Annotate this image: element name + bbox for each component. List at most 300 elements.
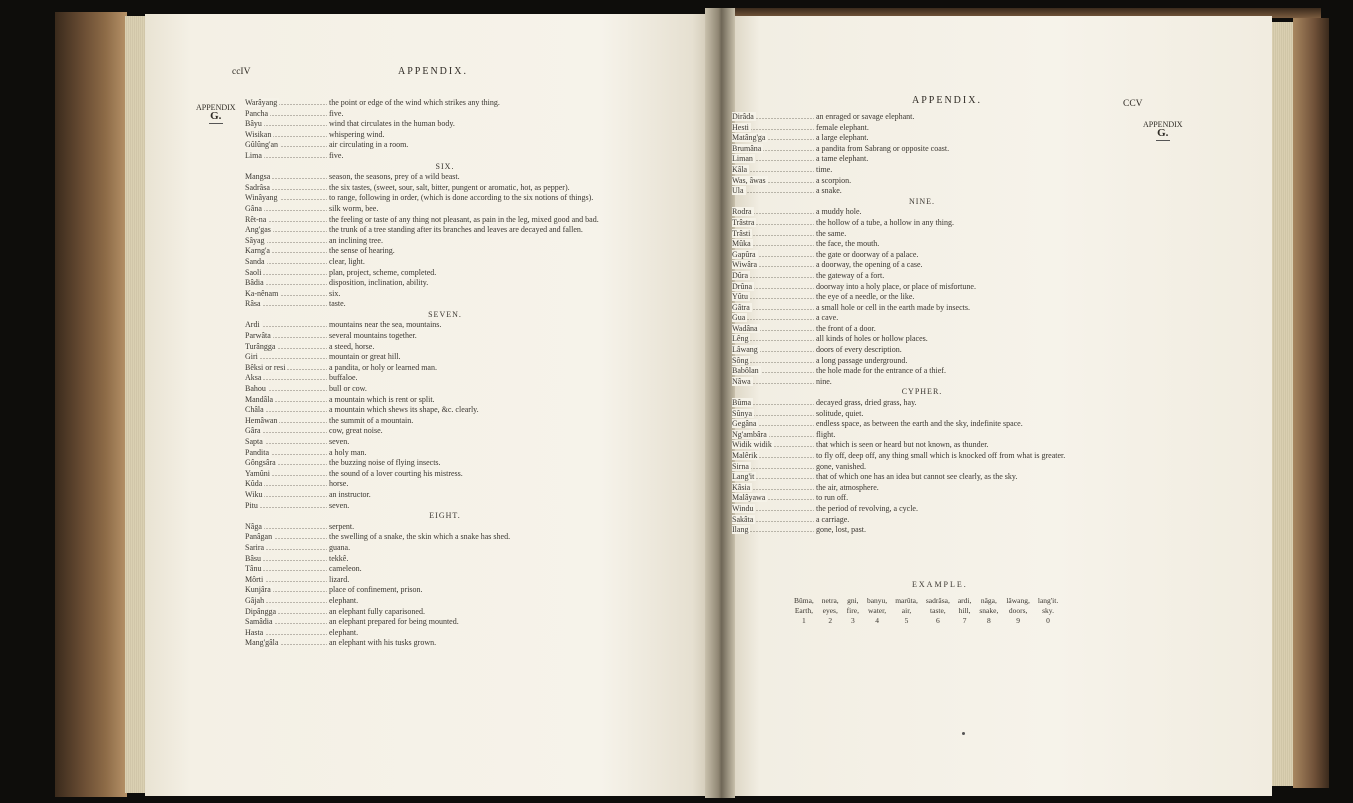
term-text: Gapûra	[732, 249, 756, 259]
glossary-definition: bull or cow.	[329, 384, 367, 394]
right-side-label	[1143, 120, 1183, 141]
glossary-term	[245, 320, 327, 331]
term-text: Warâyang	[245, 98, 278, 107]
glossary-term	[732, 239, 814, 250]
glossary-entry	[732, 186, 1112, 197]
example-title: EXAMPLE.	[912, 580, 968, 589]
glossary-entry	[732, 430, 1112, 441]
glossary-term	[732, 303, 814, 314]
term-text: Matâng'ga	[732, 133, 766, 143]
glossary-entry	[732, 229, 1112, 240]
term-text: Turângga	[245, 341, 276, 351]
glossary-term	[245, 299, 327, 310]
glossary-definition: the hole made for the entrance of a thief.	[816, 366, 946, 376]
glossary-entry	[245, 564, 645, 575]
glossary-term	[245, 395, 327, 406]
glossary-term	[245, 204, 327, 215]
glossary-entry	[732, 282, 1112, 293]
glossary-entry	[245, 289, 645, 300]
glossary-definition: the gate or doorway of a palace.	[816, 249, 919, 259]
glossary-definition: gone, vanished.	[816, 461, 866, 471]
glossary-term	[732, 112, 814, 123]
term-text: Wisikan	[245, 129, 272, 139]
term-text: Mang'gâla	[245, 638, 279, 648]
glossary-definition: a carriage.	[816, 514, 850, 524]
glossary-term	[732, 292, 814, 303]
section-heading: NINE.	[908, 196, 936, 206]
glossary-definition: a doorway, the opening of a case.	[816, 260, 923, 270]
section-heading: CYPHER.	[901, 387, 943, 397]
term-text: Sirna	[732, 461, 749, 471]
term-text: Kûda	[245, 479, 263, 489]
glossary-term	[245, 437, 327, 448]
glossary-term	[732, 176, 814, 187]
term-text: Bâdia	[245, 278, 264, 288]
glossary-entry	[245, 437, 645, 448]
term-text: Drûna	[732, 281, 752, 291]
glossary-term	[732, 165, 814, 176]
glossary-term	[245, 384, 327, 395]
example-cell: doors,	[1008, 606, 1028, 615]
glossary-definition: a pandita from Sabrang or opposite coast.	[816, 143, 950, 153]
example-cell: gni,	[847, 596, 859, 605]
glossary-definition: the feeling or taste of any thing not pleasant, as pain in the leg, mixed good and bad.	[329, 214, 599, 224]
term-text: Yûtu	[732, 292, 748, 302]
glossary-definition: place of confinement, prison.	[329, 585, 423, 595]
glossary-term	[732, 250, 814, 261]
glossary-definition: the front of a door.	[816, 323, 876, 333]
example-table	[790, 596, 1062, 626]
glossary-term	[245, 458, 327, 469]
left-side-label	[196, 103, 236, 124]
example-row-numbers	[790, 616, 1062, 626]
glossary-entry	[245, 384, 645, 395]
term-text: Lima	[245, 150, 262, 160]
glossary-definition: endless space, as between the earth and the sky, indefinite space.	[816, 419, 1023, 429]
glossary-entry	[732, 133, 1112, 144]
example-cell: 1	[802, 616, 806, 625]
term-text: Wiku	[245, 489, 263, 499]
glossary-term	[732, 366, 814, 377]
term-text: Mûka	[732, 239, 751, 249]
glossary-term	[732, 356, 814, 367]
term-text: Ardi	[245, 320, 260, 330]
example-cell: 9	[1016, 616, 1020, 625]
example-cell: marûta,	[895, 596, 918, 605]
glossary-definition: solitude, quiet.	[816, 408, 864, 418]
example-cell: sky.	[1042, 606, 1054, 615]
glossary-definition: a steed, horse.	[329, 341, 375, 351]
glossary-definition: the gateway of a fort.	[816, 270, 885, 280]
glossary-term	[732, 144, 814, 155]
glossary-term	[732, 462, 814, 473]
term-text: Wiwâra	[732, 260, 757, 270]
glossary-entry	[732, 366, 1112, 377]
example-cell: hill,	[958, 606, 971, 615]
glossary-definition: the sound of a lover courting his mistress.	[329, 468, 463, 478]
term-text: Saoli	[245, 267, 262, 277]
glossary-entry	[245, 320, 645, 331]
glossary-definition: a scorpion.	[816, 175, 852, 185]
example-cell: netra,	[821, 596, 839, 605]
glossary-entry	[245, 554, 645, 565]
example-cell: lang'it.	[1037, 596, 1059, 605]
term-text: Môrti	[245, 574, 264, 584]
glossary-term	[245, 575, 327, 586]
glossary-entry	[245, 426, 645, 437]
glossary-definition: doors of every description.	[816, 345, 902, 355]
term-text: Hesti	[732, 122, 749, 132]
glossary-term	[245, 416, 327, 427]
glossary-term	[732, 483, 814, 494]
example-cell: 6	[935, 616, 940, 625]
glossary-term	[245, 246, 327, 257]
glossary-term	[732, 515, 814, 526]
glossary-definition: the hollow of a tube, a hollow in any thing.	[816, 217, 954, 227]
glossary-entry	[732, 324, 1112, 335]
glossary-term	[245, 236, 327, 247]
example-cell: 5	[904, 616, 909, 625]
glossary-definition: the sense of hearing.	[329, 246, 395, 256]
term-text: Winâyang	[245, 193, 278, 203]
glossary-entry	[245, 363, 645, 374]
term-text: Liman	[732, 154, 753, 164]
glossary-term	[732, 345, 814, 356]
term-text: Dipângga	[245, 606, 277, 616]
term-text: Yamûni	[245, 468, 270, 478]
glossary-term	[245, 405, 327, 416]
glossary-definition: that of which one has an idea but cannot see clearly, as the sky.	[816, 472, 1018, 482]
term-text: Kunjâra	[245, 585, 271, 595]
term-text: Sarira	[245, 542, 265, 552]
term-text: Ka-nênam	[245, 288, 279, 298]
glossary-entry	[732, 292, 1112, 303]
example-cell: 7	[962, 616, 967, 625]
glossary-entry	[245, 479, 645, 490]
glossary-definition: lizard.	[329, 574, 350, 584]
glossary-entry	[245, 193, 645, 204]
glossary-term	[732, 409, 814, 420]
glossary-entry	[245, 405, 645, 416]
term-text: Ilang	[732, 525, 749, 535]
glossary-definition: cameleon.	[329, 564, 362, 574]
left-folio: ccIV	[232, 67, 251, 77]
glossary-entry	[732, 451, 1112, 462]
glossary-entry	[732, 303, 1112, 314]
section-heading: SIX.	[435, 161, 455, 171]
glossary-term	[732, 154, 814, 165]
book-cover-left	[55, 12, 127, 797]
glossary-definition: a long passage underground.	[816, 355, 908, 365]
glossary-definition: to range, following in order, (which is done according to the six notions of things).	[329, 193, 594, 203]
book-cover-right	[1293, 18, 1329, 788]
glossary-entry	[245, 607, 645, 618]
glossary-definition: the eye of a needle, or the like.	[816, 292, 915, 302]
right-folio: CCV	[1123, 99, 1143, 109]
term-text: Widik widik	[732, 440, 772, 450]
glossary-term	[245, 119, 327, 130]
glossary-term	[732, 123, 814, 134]
glossary-definition: whispering wind.	[329, 129, 385, 139]
glossary-definition: an elephant prepared for being mounted.	[329, 617, 459, 627]
glossary-entry	[732, 493, 1112, 504]
glossary-entry	[245, 299, 645, 310]
glossary-definition: guana.	[329, 542, 351, 552]
glossary-entry	[245, 140, 645, 151]
term-text: Kâsia	[732, 482, 751, 492]
glossary-entry	[245, 183, 645, 194]
glossary-definition: time.	[816, 164, 833, 174]
term-text: Lêng	[732, 334, 749, 344]
example-cell: air,	[901, 606, 912, 615]
open-book	[25, 8, 1331, 798]
glossary-entry	[732, 525, 1112, 536]
glossary-entry	[245, 448, 645, 459]
term-text: Gôngsâra	[245, 458, 276, 468]
example-row-words	[790, 596, 1062, 606]
term-text: Was, âwas	[732, 175, 766, 185]
example-cell: ardi,	[957, 596, 972, 605]
term-text: Râsa	[245, 299, 261, 309]
glossary-entry	[245, 98, 645, 109]
glossary-term	[245, 225, 327, 236]
term-text: Sanda	[245, 256, 265, 266]
glossary-definition: an instructor.	[329, 489, 371, 499]
glossary-term	[245, 140, 327, 151]
glossary-term	[245, 585, 327, 596]
example-cell: 4	[875, 616, 879, 625]
example-cell: 3	[850, 616, 855, 625]
term-text: Rodra	[732, 207, 752, 217]
glossary-term	[732, 419, 814, 430]
glossary-entry	[245, 172, 645, 183]
glossary-entry	[245, 204, 645, 215]
term-text: Hemâwan	[245, 415, 278, 425]
glossary-term	[245, 278, 327, 289]
section-heading: SEVEN.	[428, 309, 462, 319]
glossary-term	[732, 472, 814, 483]
glossary-term	[245, 469, 327, 480]
glossary-entry	[732, 207, 1112, 218]
book-gutter	[705, 8, 735, 798]
side-label-text: APPENDIX	[1143, 120, 1183, 129]
term-text: Panâgan	[245, 532, 273, 542]
term-text: Pitu	[245, 500, 258, 510]
glossary-entry	[245, 501, 645, 512]
side-label-text: APPENDIX	[196, 103, 236, 112]
glossary-term	[732, 504, 814, 515]
glossary-term	[245, 554, 327, 565]
glossary-entry	[245, 416, 645, 427]
example-cell: water,	[867, 606, 887, 615]
glossary-term	[732, 398, 814, 409]
glossary-term	[245, 373, 327, 384]
term-text: Hasta	[245, 627, 264, 637]
glossary-term	[245, 289, 327, 300]
glossary-definition: seven.	[329, 500, 350, 510]
term-text: Bâyu	[245, 119, 262, 129]
term-text: Gâra	[245, 426, 261, 436]
term-text: Bâsu	[245, 553, 261, 563]
glossary-definition: a snake.	[816, 186, 842, 196]
term-text: Ula	[732, 186, 744, 196]
glossary-definition: gone, lost, past.	[816, 525, 866, 535]
glossary-term	[245, 522, 327, 533]
glossary-entry	[245, 151, 645, 162]
term-text: Gua	[732, 313, 746, 323]
glossary-term	[245, 257, 327, 268]
glossary-definition: plan, project, scheme, completed.	[329, 267, 437, 277]
glossary-entry	[732, 271, 1112, 282]
glossary-term	[245, 426, 327, 437]
glossary-definition: flight.	[816, 429, 836, 439]
glossary-entry	[245, 352, 645, 363]
glossary-term	[245, 564, 327, 575]
glossary-term	[245, 98, 327, 109]
glossary-definition: the summit of a mountain.	[329, 415, 414, 425]
glossary-definition: cow, great noise.	[329, 426, 383, 436]
term-text: Babôlan	[732, 366, 759, 376]
glossary-term	[245, 151, 327, 162]
glossary-definition: mountains near the sea, mountains.	[329, 320, 442, 330]
glossary-entry	[732, 144, 1112, 155]
glossary-definition: an elephant fully caparisoned.	[329, 606, 425, 616]
term-text: Ng'ambâra	[732, 429, 767, 439]
glossary-entry	[245, 257, 645, 268]
glossary-definition: doorway into a holy place, or place of misfortune.	[816, 281, 976, 291]
glossary-definition: clear, light.	[329, 256, 365, 266]
glossary-entry	[732, 165, 1112, 176]
example-cell: eyes,	[822, 606, 838, 615]
term-text: Bahou	[245, 384, 266, 394]
glossary-definition: six.	[329, 288, 341, 298]
example-cell: banyu,	[866, 596, 888, 605]
example-cell: nâga,	[980, 596, 997, 605]
term-text: Wadâna	[732, 323, 758, 333]
glossary-entry	[245, 109, 645, 120]
glossary-definition: a large elephant.	[816, 133, 869, 143]
glossary-entry	[245, 543, 645, 554]
glossary-term	[245, 172, 327, 183]
glossary-entry	[732, 123, 1112, 134]
glossary-term	[732, 377, 814, 388]
glossary-term	[732, 440, 814, 451]
term-text: Lang'it	[732, 472, 755, 482]
term-text: Bûma	[732, 398, 752, 408]
term-text: Mandâla	[245, 394, 273, 404]
term-text: Rêt-na	[245, 214, 267, 224]
glossary-term	[245, 628, 327, 639]
glossary-definition: a mountain which is rent or split.	[329, 394, 435, 404]
glossary-term	[245, 638, 327, 649]
term-text: Gâjah	[245, 595, 265, 605]
term-text: Gûlûng'an	[245, 140, 278, 150]
glossary-term	[732, 133, 814, 144]
glossary-definition: an enraged or savage elephant.	[816, 112, 915, 121]
term-text: Kâla	[732, 164, 748, 174]
glossary-definition: a muddy hole.	[816, 207, 862, 217]
glossary-definition: a pandita, or holy or learned man.	[329, 362, 437, 372]
glossary-definition: decayed grass, dried grass, hay.	[816, 398, 917, 408]
glossary-term	[245, 596, 327, 607]
page-edges-left	[125, 16, 147, 793]
glossary-entry	[732, 462, 1112, 473]
glossary-entry	[245, 246, 645, 257]
glossary-entry	[245, 522, 645, 533]
term-text: Sadrâsa	[245, 182, 270, 192]
glossary-definition: mountain or great hill.	[329, 352, 401, 362]
example-cell: taste,	[930, 606, 946, 615]
left-glossary	[245, 98, 645, 649]
glossary-definition: the same.	[816, 228, 847, 238]
glossary-definition: a cave.	[816, 313, 839, 323]
glossary-entry	[732, 398, 1112, 409]
glossary-entry	[732, 176, 1112, 187]
glossary-definition: elephant.	[329, 627, 359, 637]
term-text: Giri	[245, 352, 258, 362]
term-text: Karng'a	[245, 246, 270, 256]
glossary-definition: the face, the mouth.	[816, 239, 880, 249]
glossary-entry	[245, 342, 645, 353]
term-text: Sûnya	[732, 408, 752, 418]
glossary-definition: the buzzing noise of flying insects.	[329, 458, 441, 468]
glossary-entry	[245, 575, 645, 586]
glossary-definition: the air, atmosphere.	[816, 482, 879, 492]
glossary-entry	[245, 268, 645, 279]
glossary-definition: tekkê.	[329, 553, 349, 563]
term-text: Windu	[732, 503, 754, 513]
glossary-definition: wind that circulates in the human body.	[329, 119, 455, 129]
glossary-definition: five.	[329, 150, 344, 160]
glossary-term	[732, 334, 814, 345]
glossary-definition: elephant.	[329, 595, 359, 605]
term-text: Aksa	[245, 373, 262, 383]
glossary-term	[245, 607, 327, 618]
example-cell: Bûma,	[794, 596, 814, 605]
glossary-term	[732, 207, 814, 218]
glossary-entry	[732, 313, 1112, 324]
glossary-definition: season, the seasons, prey of a wild beast.	[329, 172, 460, 182]
glossary-entry	[732, 112, 1112, 123]
example-cell: 8	[986, 616, 991, 625]
glossary-definition: a holy man.	[329, 447, 367, 457]
glossary-term	[245, 617, 327, 628]
glossary-term	[732, 525, 814, 536]
side-letter: G.	[210, 110, 222, 122]
glossary-definition: the point or edge of the wind which strikes any thing.	[329, 98, 500, 107]
glossary-entry	[245, 638, 645, 649]
page-mark	[962, 732, 965, 735]
glossary-term	[245, 331, 327, 342]
side-letter: G.	[1157, 127, 1169, 139]
example-cell: snake,	[979, 606, 999, 615]
glossary-entry	[245, 532, 645, 543]
glossary-term	[245, 490, 327, 501]
example-row-meanings	[790, 606, 1062, 616]
glossary-definition: silk worm, bee.	[329, 203, 379, 213]
glossary-term	[245, 109, 327, 120]
glossary-entry	[245, 373, 645, 384]
glossary-definition: to fly off, deep off, any thing small which is knocked off from what is greater.	[816, 451, 1066, 460]
example-cell: sadrâsa,	[925, 596, 950, 605]
glossary-term	[245, 215, 327, 226]
glossary-entry	[245, 215, 645, 226]
glossary-definition: several mountains together.	[329, 331, 417, 341]
glossary-term	[732, 313, 814, 324]
term-text: Nâga	[245, 521, 262, 531]
glossary-definition: nine.	[816, 376, 832, 386]
glossary-term	[245, 543, 327, 554]
